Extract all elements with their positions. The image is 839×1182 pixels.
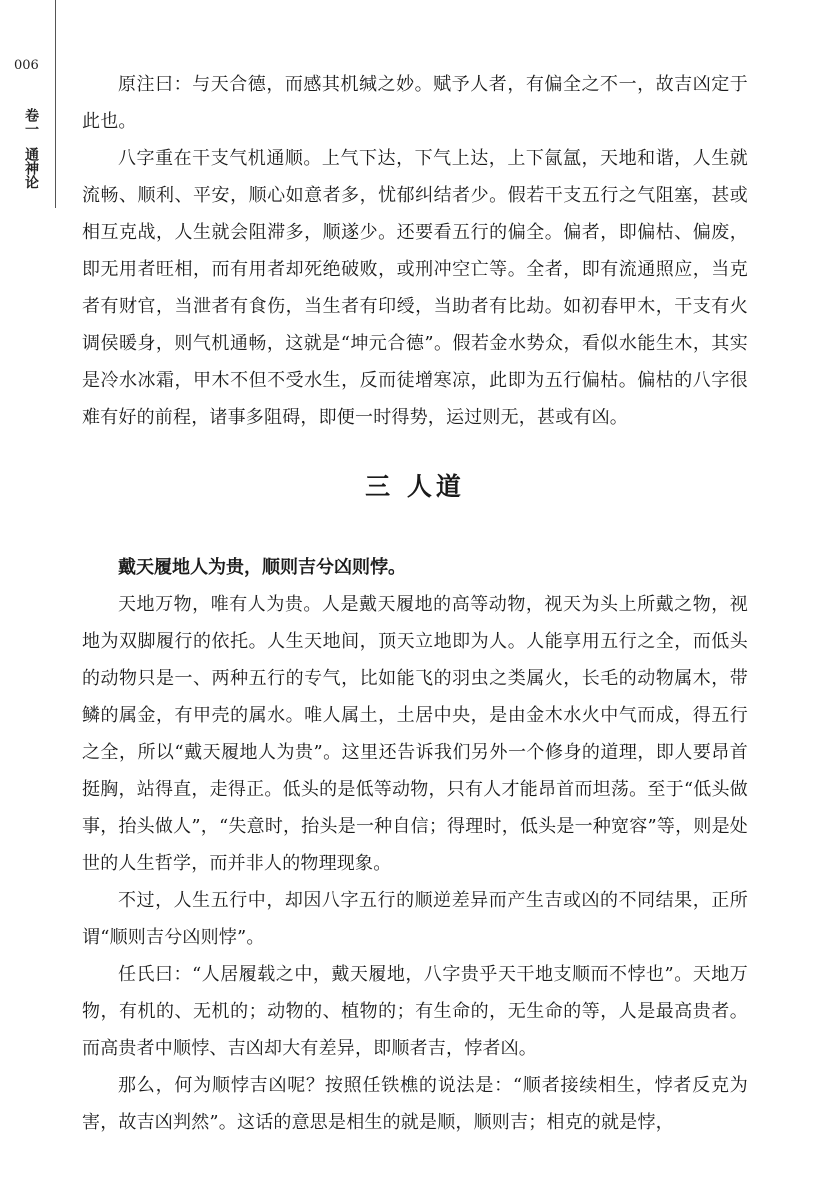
verse-heading: 戴天履地人为贵，顺则吉兮凶则悖。 [118, 557, 406, 578]
paragraph: 原注曰：与天合德，而感其机缄之妙。赋予人者，有偏全之不一，故吉凶定于此也。 [82, 74, 748, 132]
volume-label: 卷一 [23, 108, 39, 136]
page-body [82, 66, 748, 1141]
section-title: 三 人道 [365, 472, 465, 501]
paragraph: 不过，人生五行中，却因八字五行的顺逆差异而产生吉或凶的不同结果，正所谓“顺则吉兮凶则悖”。 [82, 890, 748, 948]
margin-rule [55, 0, 56, 208]
paragraph: 那么，何为顺悖吉凶呢？按照任铁樵的说法是：“顺者接续相生，悖者反克为害，故吉凶判然”。这话的意思是相生的就是顺，顺则吉；相克的就是悖， [82, 1075, 748, 1133]
paragraph: 任氏曰：“人居履载之中，戴天履地，八字贵乎天干地支顺而不悖也”。天地万物，有机的、无机的；动物的、植物的；有生命的，无生命的等，人是最高贵者。而高贵者中顺悖、吉凶却大有差异，即顺者吉，悖者凶。 [82, 964, 748, 1059]
chapter-label: 通神论 [23, 147, 39, 189]
page-number: 006 [14, 58, 39, 73]
paragraph: 天地万物，唯有人为贵。人是戴天履地的高等动物，视天为头上所戴之物，视地为双脚履行的依托。人生天地间，顶天立地即为人。人能享用五行之全，而低头的动物只是一、两种五行的专气，比如能飞的羽虫之类属火，长毛的动物属木，带鳞的属金，有甲壳的属水。唯人属土，土居中央，是由金木水火中气而成，得五行之全，所以“戴天履地人为贵”。这里还告诉我们另外一个修身的道理，即人要昂首挺胸，站得直，走得正。低头的是低等动物，只有人才能昂首而坦荡。至于“低头做事，抬头做人”，“失意时，抬头是一种自信；得理时，低头是一种宽容”等，则是处世的人生哲学，而并非人的物理现象。 [82, 594, 748, 874]
paragraph: 八字重在干支气机通顺。上气下达，下气上达，上下氤氲，天地和谐，人生就流畅、顺利、平安，顺心如意者多，忧郁纠结者少。假若干支五行之气阻塞，甚或相互克战，人生就会阻滞多，顺遂少。还要看五行的偏全。偏者，即偏枯、偏废，即无用者旺相，而有用者却死绝破败，或刑冲空亡等。全者，即有流通照应，当克者有财官，当泄者有食伤，当生者有印绶，当助者有比劫。如初春甲木，干支有火调侯暖身，则气机通畅，这就是“坤元合德”。假若金水势众，看似水能生木，其实是冷水冰霜，甲木不但不受水生，反而徒增寒凉，此即为五行偏枯。偏枯的八字很难有好的前程，诸事多阻碍，即便一时得势，运过则无，甚或有凶。 [82, 148, 748, 428]
